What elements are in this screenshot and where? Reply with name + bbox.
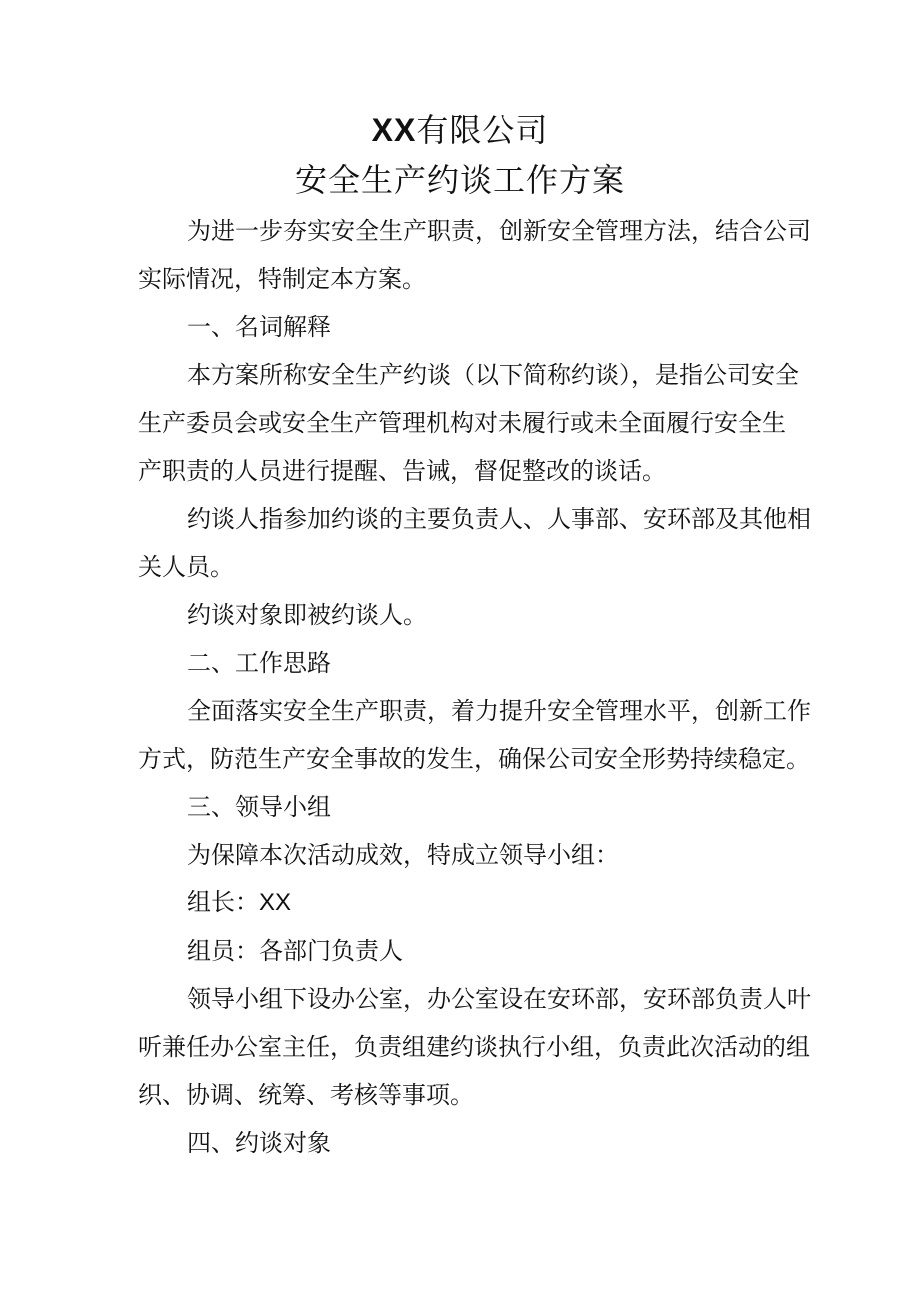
paragraph-approach-line-2: 方式，防范生产安全事故的发生，确保公司安全形势持续稳定。 [138,745,810,773]
paragraph-office-line-1: 领导小组下设办公室，办公室设在安环部，安环部负责人叶 [187,985,811,1013]
paragraph-approach-line-1: 全面落实安全生产职责，着力提升安全管理水平，创新工作 [187,697,811,725]
paragraph-intro-line-1: 为进一步夯实安全生产职责，创新安全管理方法，结合公司 [187,217,811,245]
paragraph-office-line-3: 织、协调、统筹、考核等事项。 [138,1081,474,1109]
section-heading-leadership: 三、领导小组 [187,793,331,821]
document-title-plan: 安全生产约谈工作方案 [294,161,625,199]
paragraph-intro-line-2: 实际情况，特制定本方案。 [138,265,426,293]
paragraph-office-line-2: 听兼任办公室主任，负责组建约谈执行小组，负责此次活动的组 [138,1033,810,1061]
paragraph-definitions-line-3: 产职责的人员进行提醒、告诫，督促整改的谈话。 [138,457,666,485]
paragraph-group-leader: 组长：XX [187,889,292,916]
paragraph-leadership-intro: 为保障本次活动成效，特成立领导小组： [187,841,619,869]
document-title-company [0,110,920,150]
company-name-suffix: 有限公司 [416,111,549,149]
paragraph-group-members: 组员：各部门负责人 [187,937,403,965]
paragraph-interviewee: 约谈对象即被约谈人。 [187,601,427,629]
paragraph-interviewer-line-1: 约谈人指参加约谈的主要负责人、人事部、安环部及其他相 [187,505,811,533]
paragraph-definitions-line-1: 本方案所称安全生产约谈（以下简称约谈），是指公司安全 [187,361,799,389]
paragraph-interviewer-line-2: 关人员。 [138,553,234,581]
paragraph-definitions-line-2: 生产委员会或安全生产管理机构对未履行或未全面履行安全生 [138,409,786,437]
section-heading-definitions: 一、名词解释 [187,313,331,341]
section-heading-approach: 二、工作思路 [187,649,331,677]
company-name-latin: XX [371,112,417,148]
section-heading-interviewees: 四、约谈对象 [187,1129,331,1157]
